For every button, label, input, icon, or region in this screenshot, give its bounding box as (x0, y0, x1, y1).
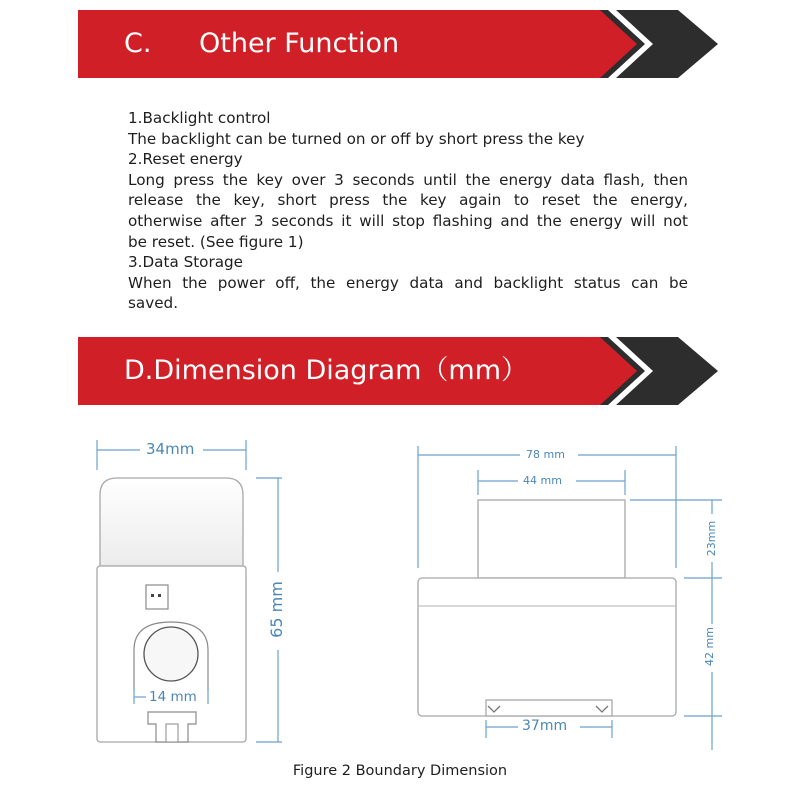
dim-top-block: 44 mm (523, 474, 562, 487)
section-c-title: Other Function (199, 28, 400, 59)
storage-heading: 3.Data Storage (128, 253, 244, 272)
front-top-cap (100, 478, 243, 566)
reset-line-3: otherwise after 3 seconds it will stop flashing and the energy will not (128, 211, 688, 230)
dim-width-front: 34mm (146, 440, 195, 458)
dim-width-side: 78 mm (526, 448, 565, 461)
backlight-text: The backlight can be turned on or off by short press the key (128, 129, 585, 148)
reset-line-1: Long press the key over 3 seconds until the energy data flash, then (128, 170, 688, 189)
front-knob (144, 627, 198, 681)
dim-height-front: 65 mm (266, 581, 286, 638)
storage-line-2: saved. (128, 294, 179, 313)
figure-caption: Figure 2 Boundary Dimension (292, 763, 508, 779)
section-c-letter: C. (124, 28, 152, 59)
dim-lower-height: 42 mm (702, 627, 716, 666)
side-view (418, 500, 676, 716)
storage-line-1: When the power off, the energy data and backlight status can be (128, 273, 688, 292)
reset-heading: 2.Reset energy (128, 150, 243, 169)
side-top-block (478, 500, 625, 578)
reset-line-2: release the key, short press the key again to reset the energy, (128, 191, 688, 210)
dim-rail: 37mm (522, 718, 568, 734)
side-rail-clip (486, 700, 612, 716)
section-d-title: D.Dimension Diagram（mm） (124, 355, 528, 386)
reset-line-4: be reset. (See figure 1) (128, 232, 304, 251)
dim-hole: 14 mm (149, 689, 197, 705)
front-connector (146, 585, 168, 609)
dim-upper-height: 23mm (705, 520, 719, 557)
side-body (418, 578, 676, 716)
backlight-heading: 1.Backlight control (128, 109, 271, 127)
